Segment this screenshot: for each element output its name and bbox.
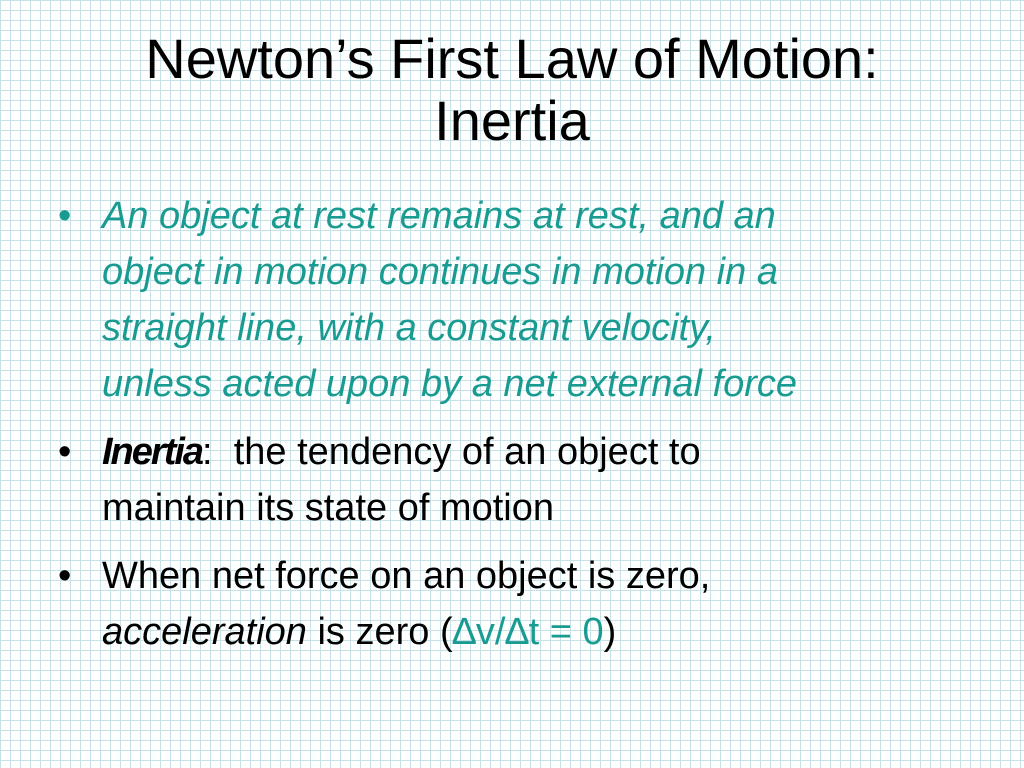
bullet-list <box>56 188 956 672</box>
bullet-inertia-definition <box>56 424 956 536</box>
bullet-zero-net-force <box>56 548 956 660</box>
definition-colon: : <box>202 431 213 473</box>
law-line-1: An object at rest remains at rest, and an <box>102 195 776 237</box>
zero-force-line-1: When net force on an object is zero, <box>102 555 711 597</box>
bullet-marker: • <box>58 555 72 597</box>
close-paren: ) <box>603 611 617 653</box>
zero-force-line-2 <box>102 604 956 660</box>
bullet-law-statement <box>56 188 956 412</box>
law-statement-text <box>102 188 956 412</box>
title-line-1: Newton’s First Law of Motion: <box>145 27 879 90</box>
bullet-marker: • <box>58 431 72 473</box>
definition-line-2: maintain its state of motion <box>102 487 554 529</box>
title-line-2: Inertia <box>434 89 590 152</box>
law-line-4: unless acted upon by a net external force <box>102 363 798 405</box>
law-line-3: straight line, with a constant velocity, <box>102 307 716 349</box>
bullet-marker: • <box>58 195 72 237</box>
zero-text: is zero ( <box>306 611 453 653</box>
acceleration-word: acceleration <box>102 611 307 653</box>
inertia-term: Inertia <box>102 431 203 473</box>
acceleration-formula: ∆v/∆t = 0 <box>452 611 604 653</box>
definition-line-1 <box>102 424 956 480</box>
definition-text-1: the tendency of an object to <box>233 431 701 473</box>
slide-title <box>0 28 1024 152</box>
law-line-2: object in motion continues in motion in a <box>102 251 778 293</box>
